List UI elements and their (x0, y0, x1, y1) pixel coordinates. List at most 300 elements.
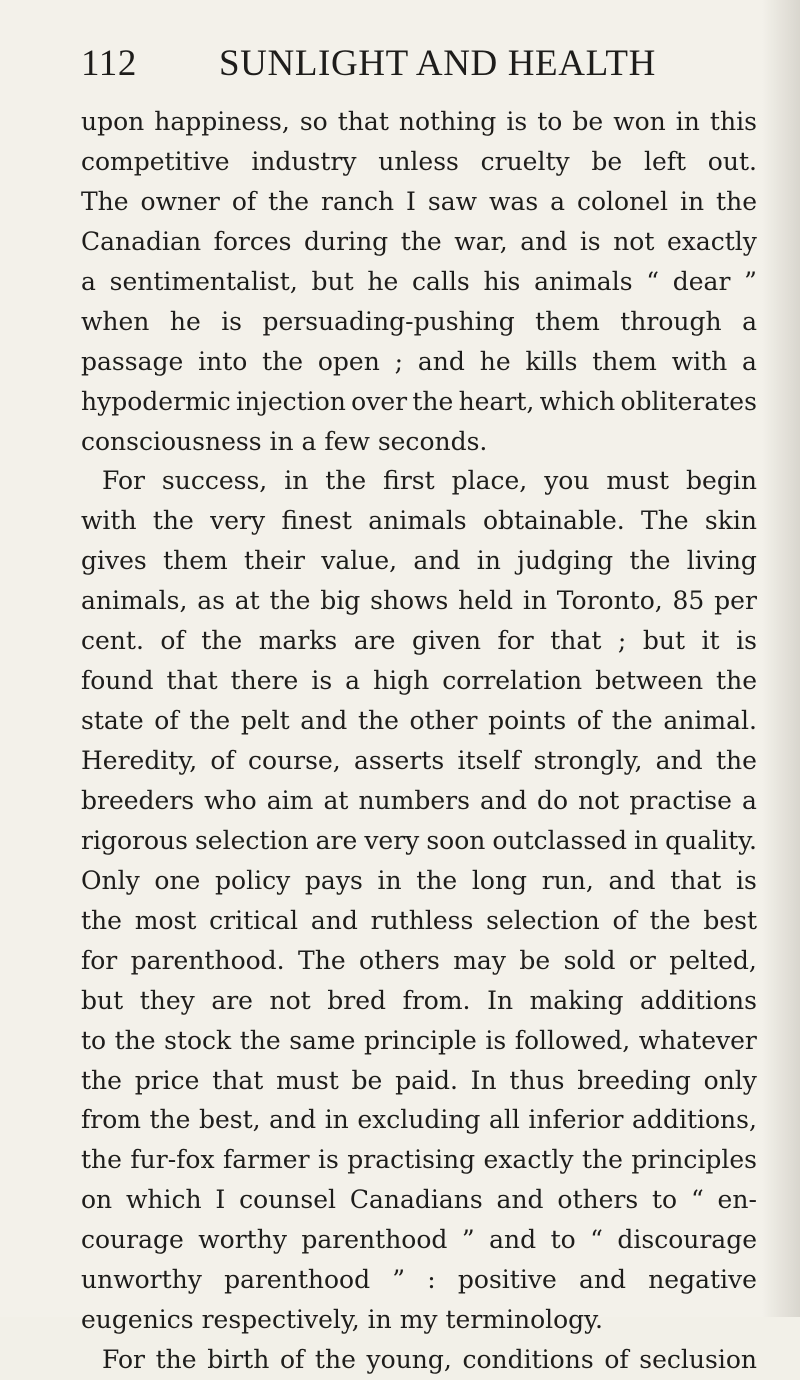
text-word: are (315, 825, 358, 855)
text-word: or (628, 945, 656, 975)
text-word: en- (717, 1185, 757, 1215)
text-word: which (125, 1185, 202, 1215)
text-word: is (506, 107, 528, 136)
text-word: them (592, 346, 657, 376)
text-word: quality. (665, 825, 757, 855)
text-word: is (317, 1145, 339, 1175)
text-word: asserts (353, 746, 445, 775)
text-word: ; (394, 346, 404, 376)
text-word: that (166, 666, 218, 696)
text-word: war, (454, 226, 508, 256)
text-word: marks (258, 626, 338, 656)
text-word: The (641, 506, 689, 536)
text-word: a (741, 785, 757, 815)
text-word: breeding (577, 1065, 691, 1095)
text-word: must (276, 1065, 339, 1095)
text-word: others (359, 945, 440, 975)
text-word: only (703, 1065, 757, 1095)
text-word: ” (461, 1225, 475, 1255)
text-word: ranch (321, 186, 395, 216)
text-word: a (345, 666, 361, 696)
text-word: per (714, 586, 757, 616)
text-word: ; (617, 626, 627, 656)
text-word: the (155, 1345, 197, 1375)
text-word: in (679, 186, 705, 216)
text-word: numbers (358, 785, 470, 815)
text-word: a (301, 426, 317, 456)
text-line (81, 861, 757, 901)
text-word: finest (281, 506, 352, 536)
text-line (81, 461, 757, 501)
text-word: very (210, 506, 266, 536)
text-word: sold (563, 945, 616, 975)
page-edge-shadow (762, 0, 800, 1317)
text-line (81, 1180, 757, 1220)
text-word: heart, (458, 386, 535, 416)
text-word: to (537, 107, 563, 136)
text-word: he (479, 346, 511, 376)
text-word: won (613, 107, 666, 136)
text-word: the (611, 706, 653, 736)
text-word: between (595, 666, 704, 696)
text-word: of (160, 626, 185, 656)
text-word: in (476, 546, 501, 576)
text-word: few (324, 426, 370, 456)
text-word: the (716, 186, 757, 216)
text-line (81, 222, 757, 262)
text-word: be (351, 1065, 383, 1095)
text-line (81, 1260, 757, 1300)
text-word: and (489, 1225, 537, 1255)
body-text (81, 102, 757, 1380)
text-word: the (152, 506, 194, 536)
text-word: a (742, 306, 757, 336)
text-word: industry (251, 146, 357, 176)
text-word: the (268, 186, 310, 216)
text-word: consciousness (81, 426, 262, 456)
text-word: sentimentalist, (109, 266, 298, 296)
text-word: they (139, 985, 195, 1015)
page-header (81, 42, 661, 86)
text-line (81, 821, 757, 861)
text-word: that (212, 1065, 264, 1095)
text-word: gives (81, 546, 147, 576)
text-line (81, 701, 757, 741)
text-word: the (325, 466, 367, 496)
text-word: the (239, 1025, 281, 1055)
text-word: fur-fox (130, 1145, 215, 1175)
text-word: best, (198, 1105, 261, 1135)
text-word: the (314, 1345, 356, 1375)
text-line (81, 981, 757, 1021)
text-word: principles (631, 1145, 757, 1175)
text-word: is (736, 626, 757, 656)
text-word: held (458, 586, 514, 616)
text-word: is (736, 865, 757, 895)
text-word: strongly, (533, 746, 643, 775)
text-word: so (299, 107, 328, 136)
text-word: do (537, 785, 569, 815)
text-word: followed, (514, 1025, 631, 1055)
text-word: to (652, 1185, 678, 1215)
text-line (81, 422, 757, 462)
text-line (81, 581, 757, 621)
text-word: found (81, 666, 154, 696)
text-line (81, 1140, 757, 1180)
text-word: and (520, 226, 568, 256)
text-word: is (579, 226, 601, 256)
text-word: kills (525, 346, 578, 376)
text-word: correlation (442, 666, 583, 696)
text-word: Only (81, 865, 140, 895)
text-word: them (163, 546, 228, 576)
text-word: saw (427, 186, 478, 216)
text-word: and (578, 1265, 626, 1295)
text-word: worthy (198, 1225, 287, 1255)
text-word: young, (366, 1345, 452, 1375)
text-word: and (655, 746, 703, 775)
text-word: pelt (240, 706, 290, 736)
text-word: which (539, 386, 616, 416)
text-word: paid. (395, 1065, 458, 1095)
text-word: ” (392, 1265, 406, 1295)
text-line (81, 1021, 757, 1061)
text-word: through (620, 306, 722, 336)
text-word: the (189, 706, 231, 736)
text-word: them (535, 306, 600, 336)
text-word: the (201, 626, 243, 656)
text-word: in (377, 865, 402, 895)
text-word: from (81, 1105, 141, 1135)
text-word: policy (215, 865, 291, 895)
text-line (81, 142, 757, 182)
text-word: pelted, (669, 945, 757, 975)
text-word: the (149, 1105, 191, 1135)
text-line (81, 1340, 757, 1380)
text-line (81, 661, 757, 701)
text-word: and (413, 546, 461, 576)
text-word: to (81, 1025, 107, 1055)
text-word: shows (370, 586, 449, 616)
text-word: and (496, 1185, 544, 1215)
page-number: 112 (81, 43, 137, 84)
text-word: course, (248, 746, 341, 775)
text-word: of (231, 186, 257, 216)
text-word: additions, (632, 1105, 757, 1135)
text-word: additions (640, 985, 757, 1015)
text-word: in (367, 1305, 392, 1335)
text-word: obtainable. (482, 506, 625, 536)
text-word: my (399, 1305, 438, 1335)
text-word: out. (707, 146, 757, 176)
text-word: over (351, 386, 408, 416)
text-word: high (373, 666, 430, 696)
text-word: counsel (239, 1185, 337, 1215)
text-line (81, 901, 757, 941)
text-line (81, 1100, 757, 1140)
text-word: upon (81, 107, 145, 136)
text-word: in (675, 107, 700, 136)
text-line (81, 941, 757, 981)
text-line (81, 302, 757, 342)
text-word: discourage (617, 1225, 757, 1255)
text-word: are (211, 985, 253, 1015)
text-word: not (578, 785, 620, 815)
text-word: not (613, 226, 655, 256)
text-word: for (81, 945, 118, 975)
text-word: Canadians (349, 1185, 483, 1215)
text-word: of (612, 905, 637, 935)
text-word: animals, (81, 586, 188, 616)
text-word: run, (541, 865, 594, 895)
text-word: he (169, 306, 201, 336)
text-word: Heredity, (81, 746, 198, 775)
text-word: In (487, 985, 514, 1015)
text-word: the (81, 1145, 122, 1175)
text-word: outclassed (492, 825, 627, 855)
text-word: a (742, 346, 757, 376)
text-word: passage (81, 346, 184, 376)
text-word: his (483, 266, 521, 296)
text-word: 85 (672, 586, 705, 616)
text-word: seconds. (377, 426, 488, 456)
text-word: in (269, 426, 294, 456)
text-word: obliterates (620, 386, 757, 416)
text-word: ” (744, 266, 757, 296)
text-word: the (715, 746, 757, 775)
text-word: that (670, 865, 722, 895)
text-word: bred (327, 985, 387, 1015)
text-word: but (311, 266, 354, 296)
text-word: of (279, 1345, 305, 1375)
text-word: rigorous (81, 825, 188, 855)
text-word: first (383, 466, 435, 496)
text-word: The (81, 186, 129, 216)
text-word: For (102, 1345, 145, 1375)
text-word: itself (457, 746, 521, 775)
text-word: making (529, 985, 624, 1015)
text-word: positive (457, 1265, 557, 1295)
text-word: selection (486, 905, 600, 935)
text-word: seclusion (639, 1345, 757, 1375)
text-word: parenthood (224, 1265, 371, 1295)
text-word: of (210, 746, 235, 775)
text-word: price (134, 1065, 200, 1095)
text-word: value, (321, 546, 398, 576)
running-head: SUNLIGHT AND HEALTH (219, 43, 656, 84)
text-word: parenthood (301, 1225, 448, 1255)
text-word: dear (672, 266, 731, 296)
text-word: during (304, 226, 389, 256)
text-word: of (604, 1345, 629, 1375)
text-word: same (289, 1025, 356, 1055)
text-word: of (576, 706, 602, 736)
text-word: persuading-pushing (262, 306, 515, 336)
text-word: with (671, 346, 728, 376)
text-word: be (519, 945, 551, 975)
text-word: animals (534, 266, 633, 296)
text-line (81, 1300, 757, 1340)
text-line (81, 541, 757, 581)
text-word: are (353, 626, 396, 656)
text-word: “ (646, 266, 660, 296)
text-word: “ (590, 1225, 603, 1255)
text-word: : (427, 1265, 436, 1295)
text-word: Toronto, (556, 586, 663, 616)
text-word: the (581, 1145, 623, 1175)
text-line (81, 741, 757, 781)
text-word: I (406, 186, 416, 216)
text-word: practise (629, 785, 732, 815)
text-word: nothing (398, 107, 497, 136)
text-word: the (81, 1065, 122, 1095)
text-word: For (102, 466, 145, 496)
text-word: one (154, 865, 201, 895)
text-word: hypodermic (81, 386, 231, 416)
text-word: at (234, 586, 260, 616)
text-word: the (629, 546, 671, 576)
text-word: and (479, 785, 527, 815)
text-word: breeders (81, 785, 195, 815)
text-word: place, (451, 466, 528, 496)
text-word: selection (194, 825, 309, 855)
text-word: a (550, 186, 566, 216)
text-word: parenthood. (130, 945, 285, 975)
text-word: “ (690, 1185, 704, 1215)
text-word: animal. (663, 706, 757, 736)
text-word: others (557, 1185, 639, 1215)
text-word: most (134, 905, 197, 935)
text-word: points (488, 706, 567, 736)
text-word: negative (648, 1265, 757, 1295)
text-word: in (522, 586, 547, 616)
text-word: when (81, 306, 150, 336)
text-word: of (154, 706, 179, 736)
text-word: from. (402, 985, 471, 1015)
text-word: very (364, 825, 420, 855)
text-word: for (497, 626, 534, 656)
text-word: open (317, 346, 380, 376)
text-word: I (215, 1185, 226, 1215)
text-word: into (198, 346, 248, 376)
text-word: is (485, 1025, 507, 1055)
text-word: in (284, 466, 309, 496)
text-word: given (411, 626, 481, 656)
text-word: all (488, 1105, 520, 1135)
text-line (81, 781, 757, 821)
text-word: forces (213, 226, 292, 256)
text-word: but (642, 626, 685, 656)
text-word: conditions (462, 1345, 594, 1375)
text-line (81, 102, 757, 142)
text-word: injection (236, 386, 346, 416)
text-word: in (634, 825, 659, 855)
text-word: long (471, 865, 528, 895)
text-word: in (324, 1105, 349, 1135)
text-word: as (197, 586, 225, 616)
text-word: cruelty (480, 146, 570, 176)
text-word: is (221, 306, 243, 336)
text-word: he (367, 266, 399, 296)
text-word: pays (304, 865, 363, 895)
text-word: birth (207, 1345, 270, 1375)
text-word: state (81, 706, 144, 736)
text-word: big (320, 586, 361, 616)
text-word: and (300, 706, 348, 736)
text-word: not (269, 985, 311, 1015)
text-word: thus (509, 1065, 565, 1095)
text-word: critical (209, 905, 299, 935)
text-word: inferior (528, 1105, 624, 1135)
text-word: unless (378, 146, 459, 176)
text-word: whatever (638, 1025, 757, 1055)
text-word: the (416, 865, 458, 895)
text-word: colonel (577, 186, 668, 216)
text-word: Canadian (81, 226, 202, 256)
text-word: unworthy (81, 1265, 202, 1295)
text-word: ruthless (370, 905, 474, 935)
text-word: aim (266, 785, 314, 815)
text-word: and (608, 865, 656, 895)
text-word: the (716, 666, 757, 696)
text-word: was (489, 186, 539, 216)
text-line (81, 342, 757, 382)
text-word: animals (368, 506, 467, 536)
text-word: left (643, 146, 687, 176)
text-word: competitive (81, 146, 230, 176)
text-word: judging (517, 546, 614, 576)
text-line (81, 382, 757, 422)
text-word: a (81, 266, 96, 296)
text-word: is (311, 666, 333, 696)
text-word: the (114, 1025, 156, 1055)
text-word: stock (164, 1025, 232, 1055)
text-word: courage (81, 1225, 184, 1255)
text-word: skin (704, 506, 757, 536)
text-line (81, 1061, 757, 1101)
text-word: their (244, 546, 305, 576)
text-word: be (572, 107, 604, 136)
text-word: at (323, 785, 349, 815)
text-word: terminology. (445, 1305, 603, 1335)
text-word: the (81, 905, 122, 935)
text-word: the (262, 346, 304, 376)
text-word: calls (411, 266, 470, 296)
text-word: the (357, 706, 399, 736)
text-word: In (470, 1065, 497, 1095)
text-word: other (409, 706, 478, 736)
text-word: this (709, 107, 757, 136)
text-line (81, 1220, 757, 1260)
text-word: best (703, 905, 757, 935)
text-word: may (453, 945, 506, 975)
text-word: you (544, 466, 590, 496)
text-word: farmer (222, 1145, 310, 1175)
text-word: that (337, 107, 389, 136)
text-word: principle (364, 1025, 477, 1055)
text-word: to (550, 1225, 576, 1255)
text-word: The (298, 945, 346, 975)
text-word: and (269, 1105, 317, 1135)
text-word: eugenics (81, 1305, 194, 1335)
text-word: there (230, 666, 299, 696)
text-word: and (417, 346, 465, 376)
text-word: the (649, 905, 691, 935)
text-word: owner (140, 186, 220, 216)
text-word: living (686, 546, 757, 576)
text-word: excluding (357, 1105, 481, 1135)
text-word: soon (426, 825, 486, 855)
